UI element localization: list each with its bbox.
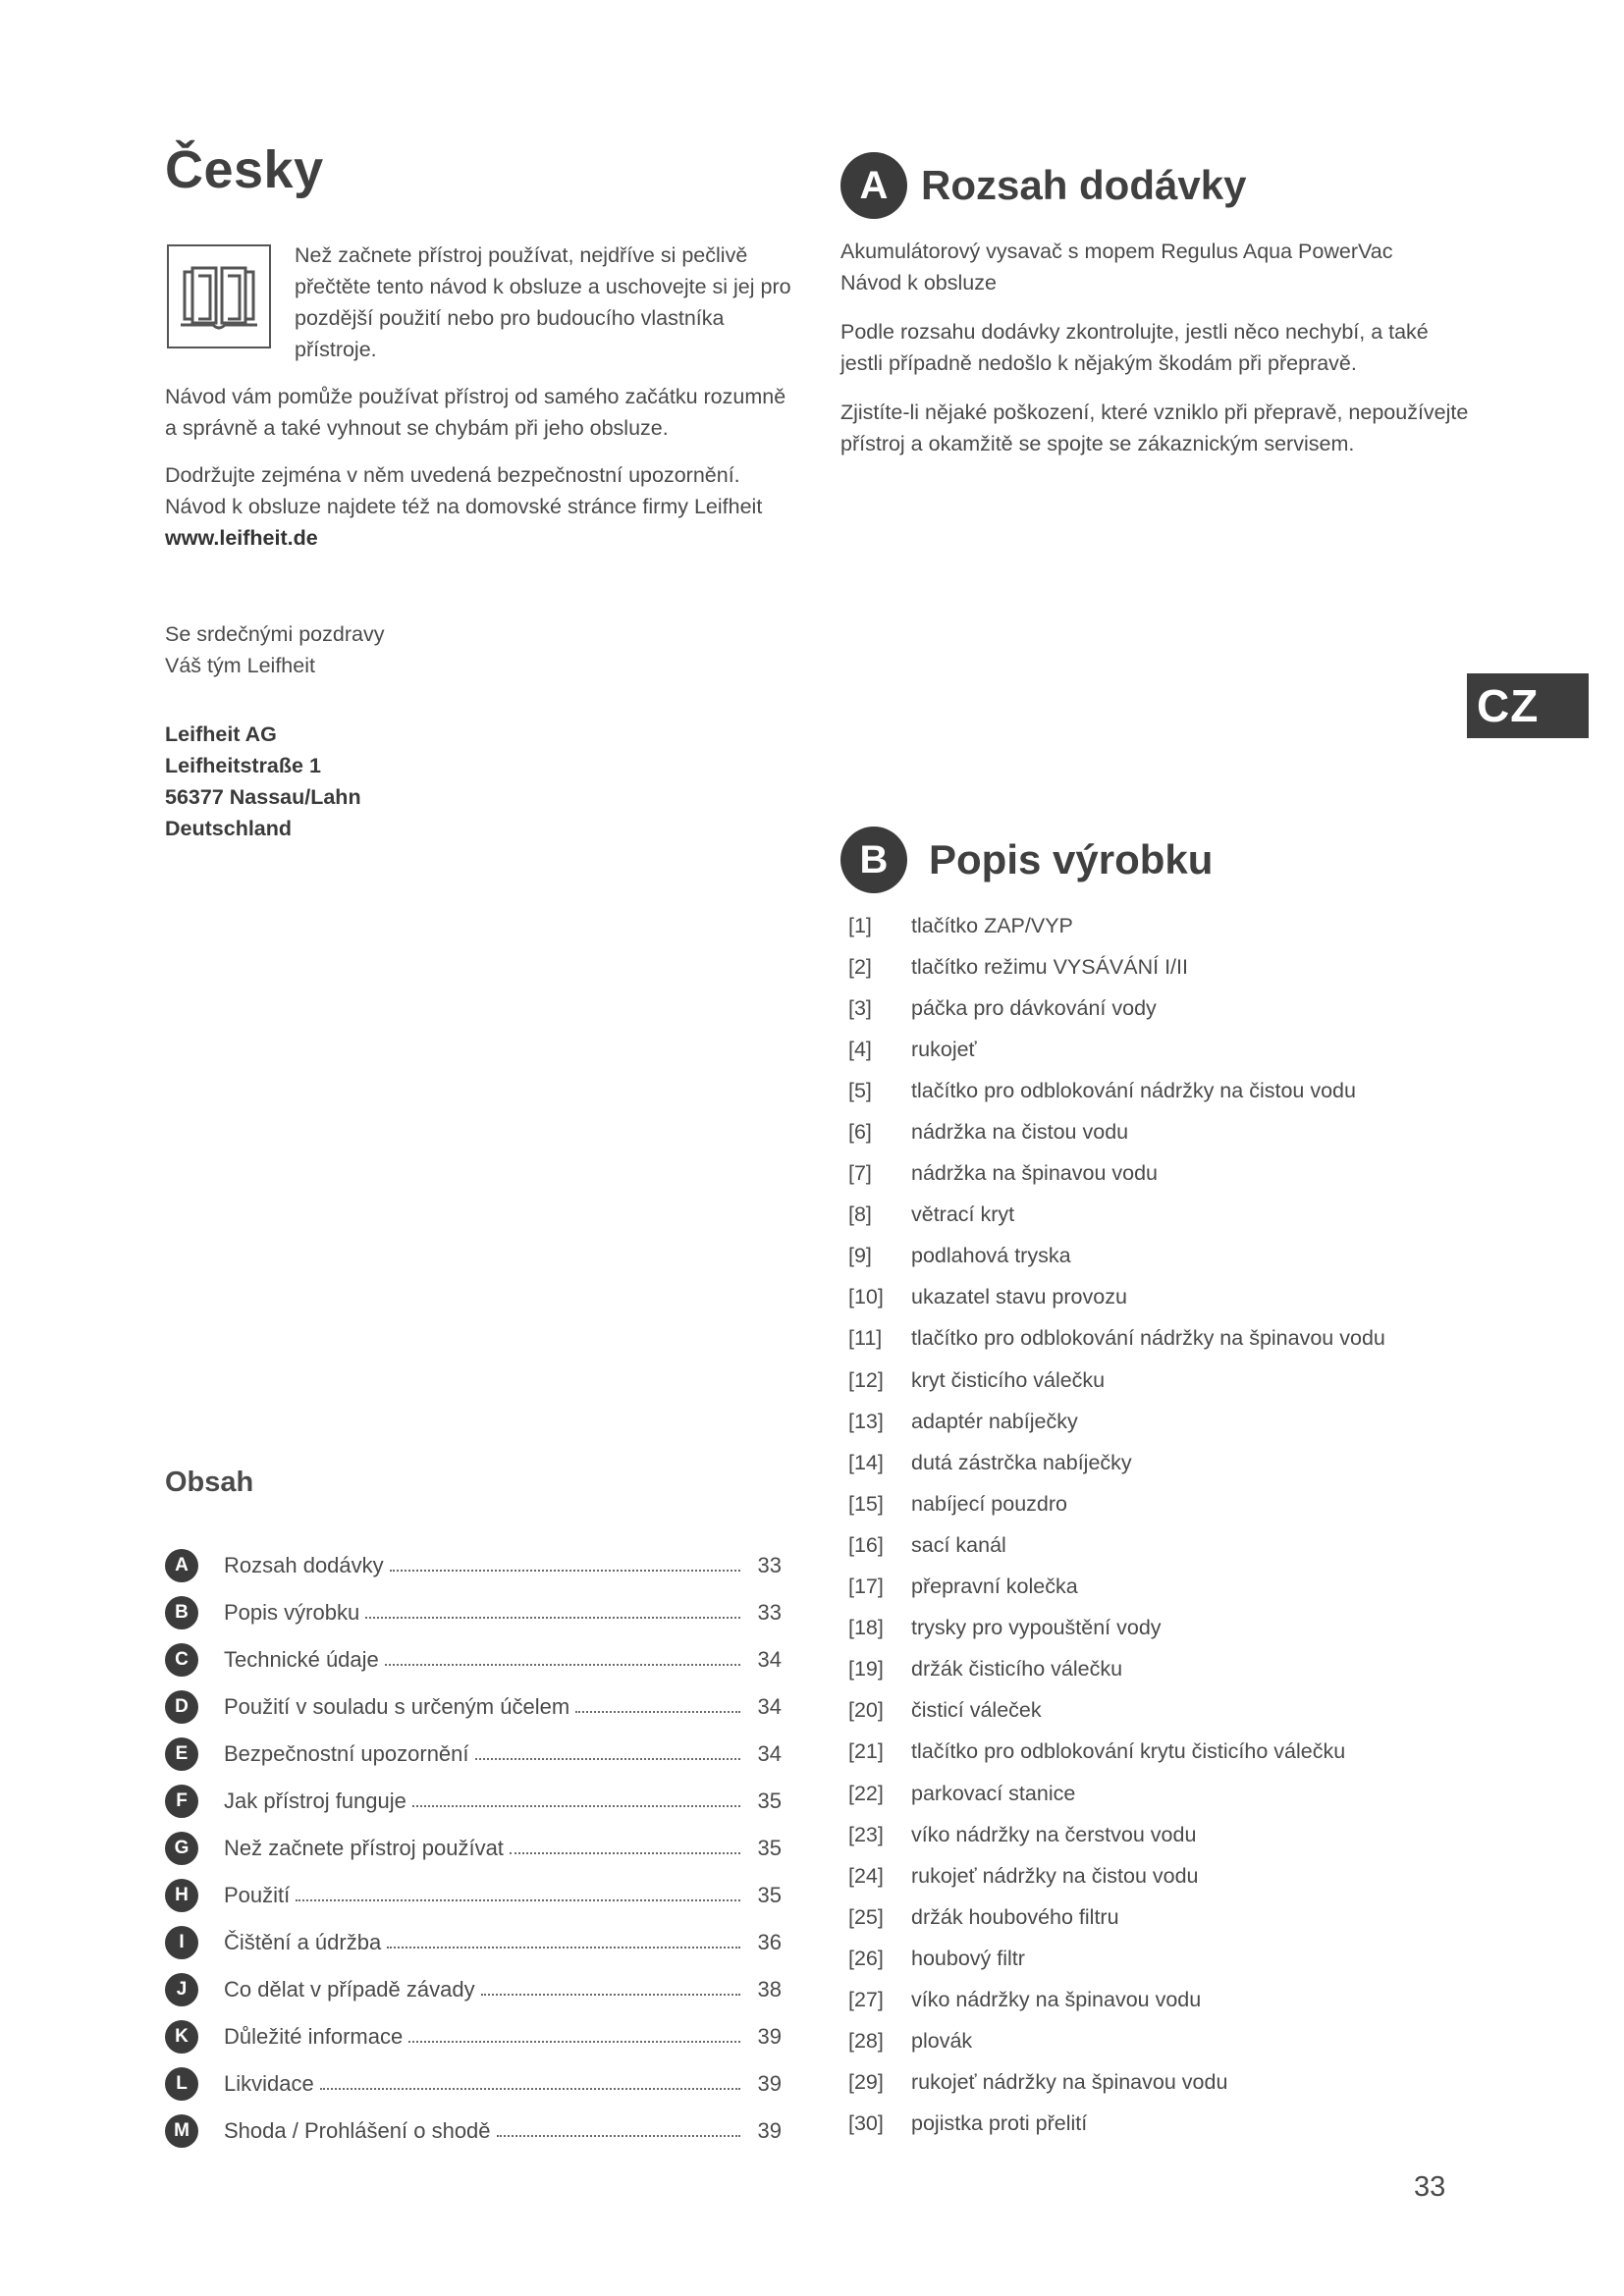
list-item bbox=[848, 1483, 1536, 1524]
toc-leader-dots bbox=[387, 1947, 740, 1949]
toc-label: Shoda / Prohlášení o shodě bbox=[224, 2118, 491, 2143]
toc-leader-dots bbox=[320, 2088, 740, 2090]
part-number: [26] bbox=[848, 1946, 884, 1970]
list-item bbox=[848, 1524, 1536, 1566]
toc-page: 35 bbox=[757, 1883, 782, 1907]
list-item bbox=[848, 988, 1536, 1029]
list-item bbox=[848, 2021, 1536, 2062]
part-label: větrací kryt bbox=[911, 1202, 1015, 1227]
list-item bbox=[848, 1814, 1536, 1855]
toc-label: Jak přístroj funguje bbox=[224, 1789, 406, 1813]
toc-page: 33 bbox=[757, 1600, 782, 1625]
part-number: [28] bbox=[848, 2029, 884, 2054]
part-number: [17] bbox=[848, 1575, 884, 1599]
section-b-badge: B bbox=[840, 827, 907, 893]
part-number: [7] bbox=[848, 1161, 872, 1186]
list-item bbox=[848, 905, 1536, 946]
greeting bbox=[165, 618, 656, 681]
list-item bbox=[848, 1855, 1536, 1896]
list-item bbox=[848, 1111, 1536, 1152]
part-label: přepravní kolečka bbox=[911, 1575, 1078, 1599]
section-a-badge: A bbox=[840, 152, 907, 219]
part-number: [18] bbox=[848, 1616, 884, 1640]
toc-letter-badge: B bbox=[165, 1596, 198, 1629]
toc-label: Bezpečnostní upozornění bbox=[224, 1741, 469, 1766]
toc-item[interactable] bbox=[165, 1872, 782, 1919]
toc-page: 34 bbox=[757, 1647, 782, 1672]
toc-leader-dots bbox=[412, 1805, 740, 1807]
toc-item[interactable] bbox=[165, 1919, 782, 1966]
toc-letter-badge: E bbox=[165, 1737, 198, 1771]
part-number: [4] bbox=[848, 1037, 872, 1061]
part-number: [9] bbox=[848, 1244, 872, 1268]
list-item bbox=[848, 1029, 1536, 1070]
toc-page: 35 bbox=[757, 1836, 782, 1860]
toc-page: 39 bbox=[757, 2071, 782, 2096]
part-number: [22] bbox=[848, 1781, 884, 1805]
toc-leader-dots bbox=[390, 1570, 740, 1572]
toc-label: Použití v souladu s určeným účelem bbox=[224, 1694, 570, 1719]
part-number: [21] bbox=[848, 1739, 884, 1764]
toc-item[interactable] bbox=[165, 1778, 782, 1825]
address-street: Leifheitstraße 1 bbox=[165, 754, 321, 777]
part-label: tlačítko pro odblokování nádržky na čistou vodu bbox=[911, 1078, 1356, 1102]
table-of-contents bbox=[165, 1542, 782, 2155]
part-number: [13] bbox=[848, 1409, 884, 1433]
section-a-heading bbox=[840, 152, 1246, 219]
part-label: dutá zástrčka nabíječky bbox=[911, 1450, 1132, 1474]
part-label: držák houbového filtru bbox=[911, 1904, 1119, 1929]
toc-letter-badge: C bbox=[165, 1643, 198, 1677]
toc-label: Rozsah dodávky bbox=[224, 1553, 384, 1577]
toc-page: 33 bbox=[757, 1553, 782, 1577]
part-number: [1] bbox=[848, 913, 872, 937]
toc-leader-dots bbox=[497, 2135, 740, 2137]
toc-leader-dots bbox=[481, 1994, 740, 1996]
list-item bbox=[848, 1979, 1536, 2020]
list-item bbox=[848, 946, 1536, 988]
part-number: [11] bbox=[848, 1326, 883, 1351]
toc-letter-badge: A bbox=[165, 1549, 198, 1582]
toc-page: 39 bbox=[757, 2118, 782, 2143]
part-label: rukojeť nádržky na špinavou vodu bbox=[911, 2070, 1228, 2095]
part-number: [6] bbox=[848, 1120, 872, 1145]
toc-letter-badge: I bbox=[165, 1926, 198, 1959]
part-number: [5] bbox=[848, 1078, 872, 1102]
toc-label: Co dělat v případě závady bbox=[224, 1977, 475, 2002]
toc-item[interactable] bbox=[165, 1542, 782, 1589]
toc-leader-dots bbox=[296, 1899, 740, 1901]
greeting-line-1: Se srdečnými pozdravy bbox=[165, 622, 385, 646]
intro-paragraph-2 bbox=[165, 459, 803, 554]
toc-page: 36 bbox=[757, 1930, 782, 1954]
section-b-title: Popis výrobku bbox=[929, 836, 1214, 882]
damage-notice-text: Zjistíte-li nějaké poškození, které vzniklo při přepravě, nepoužívejte přístroj a okamžitě se spojte se zákaznickým servisem. bbox=[840, 400, 1469, 455]
part-number: [20] bbox=[848, 1698, 884, 1723]
part-label: trysky pro vypouštění vody bbox=[911, 1616, 1162, 1640]
list-item bbox=[848, 1195, 1536, 1236]
section-a-title: Rozsah dodávky bbox=[921, 162, 1247, 208]
toc-item[interactable] bbox=[165, 1966, 782, 2013]
part-label: ukazatel stavu provozu bbox=[911, 1285, 1127, 1309]
delivery-item: Návod k obsluze bbox=[840, 271, 997, 294]
part-label: rukojeť nádržky na čistou vodu bbox=[911, 1863, 1199, 1888]
list-item bbox=[848, 1567, 1536, 1608]
list-item bbox=[848, 1773, 1536, 1814]
part-number: [3] bbox=[848, 995, 872, 1020]
part-label: tlačítko pro odblokování nádržky na špinavou vodu bbox=[911, 1326, 1385, 1351]
section-b-heading bbox=[840, 827, 1213, 893]
toc-page: 39 bbox=[757, 2024, 782, 2049]
part-number: [30] bbox=[848, 2111, 884, 2136]
address-country: Deutschland bbox=[165, 817, 293, 840]
part-number: [10] bbox=[848, 1285, 884, 1309]
toc-leader-dots bbox=[408, 2041, 740, 2043]
toc-item[interactable] bbox=[165, 1589, 782, 1636]
part-label: nádržka na špinavou vodu bbox=[911, 1161, 1159, 1186]
part-label: podlahová tryska bbox=[911, 1244, 1071, 1268]
toc-page: 34 bbox=[757, 1741, 782, 1766]
toc-label: Důležité informace bbox=[224, 2024, 404, 2049]
toc-item[interactable] bbox=[165, 2108, 782, 2155]
list-item bbox=[848, 1442, 1536, 1483]
toc-leader-dots bbox=[475, 1758, 740, 1760]
toc-letter-badge: H bbox=[165, 1879, 198, 1912]
list-item bbox=[848, 1153, 1536, 1195]
greeting-line-2: Váš tým Leifheit bbox=[165, 654, 315, 677]
delivery-item: Akumulátorový vysavač s mopem Regulus Aqua PowerVac bbox=[840, 240, 1393, 263]
part-number: [24] bbox=[848, 1863, 884, 1888]
part-number: [15] bbox=[848, 1491, 884, 1516]
list-item bbox=[848, 1649, 1536, 1690]
part-label: držák čisticího válečku bbox=[911, 1657, 1123, 1682]
list-item bbox=[848, 1401, 1536, 1442]
part-label: tlačítko pro odblokování krytu čisticího válečku bbox=[911, 1739, 1346, 1764]
part-label: páčka pro dávkování vody bbox=[911, 995, 1157, 1020]
part-number: [8] bbox=[848, 1202, 872, 1227]
toc-letter-badge: F bbox=[165, 1785, 198, 1818]
part-label: nabíjecí pouzdro bbox=[911, 1491, 1067, 1516]
part-number: [29] bbox=[848, 2070, 884, 2095]
part-number: [12] bbox=[848, 1367, 884, 1392]
website-link[interactable]: www.leifheit.de bbox=[165, 526, 318, 550]
intro-paragraph-1: Návod vám pomůže používat přístroj od samého začátku rozumně a správně a také vyhnout se chybám při jeho obsluze. bbox=[165, 385, 786, 440]
toc-item[interactable] bbox=[165, 2013, 782, 2060]
part-number: [25] bbox=[848, 1904, 884, 1929]
toc-letter-badge: K bbox=[165, 2020, 198, 2054]
toc-label: Technické údaje bbox=[224, 1647, 379, 1672]
list-item bbox=[848, 1938, 1536, 1979]
toc-leader-dots bbox=[510, 1852, 740, 1854]
toc-page: 35 bbox=[757, 1789, 782, 1813]
parts-list bbox=[848, 905, 1536, 2145]
part-label: nádržka na čistou vodu bbox=[911, 1120, 1129, 1145]
list-item bbox=[848, 1896, 1536, 1938]
intro-paragraph-2-text: Dodržujte zejména v něm uvedená bezpečnostní upozornění. Návod k obsluze najdete též na domovské stránce firmy Leifheit bbox=[165, 463, 763, 518]
part-label: víko nádržky na špinavou vodu bbox=[911, 1987, 1202, 2011]
list-item bbox=[848, 1236, 1536, 1277]
list-item bbox=[848, 1277, 1536, 1318]
page-title: Česky bbox=[165, 140, 324, 199]
part-label: parkovací stanice bbox=[911, 1781, 1076, 1805]
toc-letter-badge: D bbox=[165, 1690, 198, 1724]
list-item bbox=[848, 1732, 1536, 1773]
part-number: [2] bbox=[848, 954, 872, 979]
toc-leader-dots bbox=[365, 1617, 740, 1619]
part-label: kryt čisticího válečku bbox=[911, 1367, 1106, 1392]
delivery-contents bbox=[840, 236, 1469, 298]
toc-item[interactable] bbox=[165, 1683, 782, 1731]
page-number: 33 bbox=[1414, 2171, 1446, 2203]
list-item bbox=[848, 1360, 1536, 1401]
toc-label: Použití bbox=[224, 1883, 291, 1907]
part-label: plovák bbox=[911, 2029, 973, 2054]
part-number: [23] bbox=[848, 1822, 884, 1846]
list-item bbox=[848, 2104, 1536, 2145]
toc-leader-dots bbox=[575, 1711, 740, 1713]
part-number: [16] bbox=[848, 1532, 884, 1557]
address-city: 56377 Nassau/Lahn bbox=[165, 785, 361, 809]
part-label: tlačítko ZAP/VYP bbox=[911, 913, 1073, 937]
toc-page: 34 bbox=[757, 1694, 782, 1719]
intro-text: Než začnete přístroj používat, nejdříve si pečlivě přečtěte tento návod k obsluze a uschovejte si jej pro pozdější použití nebo pro budoucího vlastníka přístroje. bbox=[295, 243, 791, 361]
toc-item[interactable] bbox=[165, 1825, 782, 1872]
list-item bbox=[848, 1608, 1536, 1649]
list-item bbox=[848, 1318, 1536, 1360]
toc-item[interactable] bbox=[165, 2060, 782, 2108]
address-company: Leifheit AG bbox=[165, 722, 277, 746]
part-label: sací kanál bbox=[911, 1532, 1006, 1557]
part-label: tlačítko režimu VYSÁVÁNÍ I/II bbox=[911, 954, 1188, 979]
toc-letter-badge: G bbox=[165, 1832, 198, 1865]
list-item bbox=[848, 2062, 1536, 2104]
toc-letter-badge: L bbox=[165, 2067, 198, 2101]
part-label: víko nádržky na čerstvou vodu bbox=[911, 1822, 1197, 1846]
company-address bbox=[165, 719, 656, 844]
part-label: rukojeť bbox=[911, 1037, 977, 1061]
toc-item[interactable] bbox=[165, 1636, 782, 1683]
toc-letter-badge: M bbox=[165, 2114, 198, 2148]
part-number: [14] bbox=[848, 1450, 884, 1474]
toc-leader-dots bbox=[385, 1664, 740, 1666]
toc-label: Čištění a údržba bbox=[224, 1930, 382, 1954]
book-icon bbox=[167, 244, 271, 348]
part-label: adaptér nabíječky bbox=[911, 1409, 1078, 1433]
toc-label: Než začnete přístroj používat bbox=[224, 1836, 504, 1860]
language-tab: CZ bbox=[1467, 673, 1589, 738]
list-item bbox=[848, 1070, 1536, 1111]
part-label: houbový filtr bbox=[911, 1946, 1025, 1970]
toc-item[interactable] bbox=[165, 1731, 782, 1778]
toc-label: Popis výrobku bbox=[224, 1600, 360, 1625]
part-number: [19] bbox=[848, 1657, 884, 1682]
list-item bbox=[848, 1690, 1536, 1732]
toc-page: 38 bbox=[757, 1977, 782, 2002]
part-label: čisticí váleček bbox=[911, 1698, 1042, 1723]
part-number: [27] bbox=[848, 1987, 884, 2011]
delivery-check-text: Podle rozsahu dodávky zkontrolujte, jestli něco nechybí, a také jestli případně nedošlo k nějakým škodám při přepravě. bbox=[840, 320, 1429, 375]
part-label: pojistka proti přelití bbox=[911, 2111, 1088, 2136]
toc-letter-badge: J bbox=[165, 1973, 198, 2006]
toc-title: Obsah bbox=[165, 1467, 254, 1498]
toc-label: Likvidace bbox=[224, 2071, 314, 2096]
